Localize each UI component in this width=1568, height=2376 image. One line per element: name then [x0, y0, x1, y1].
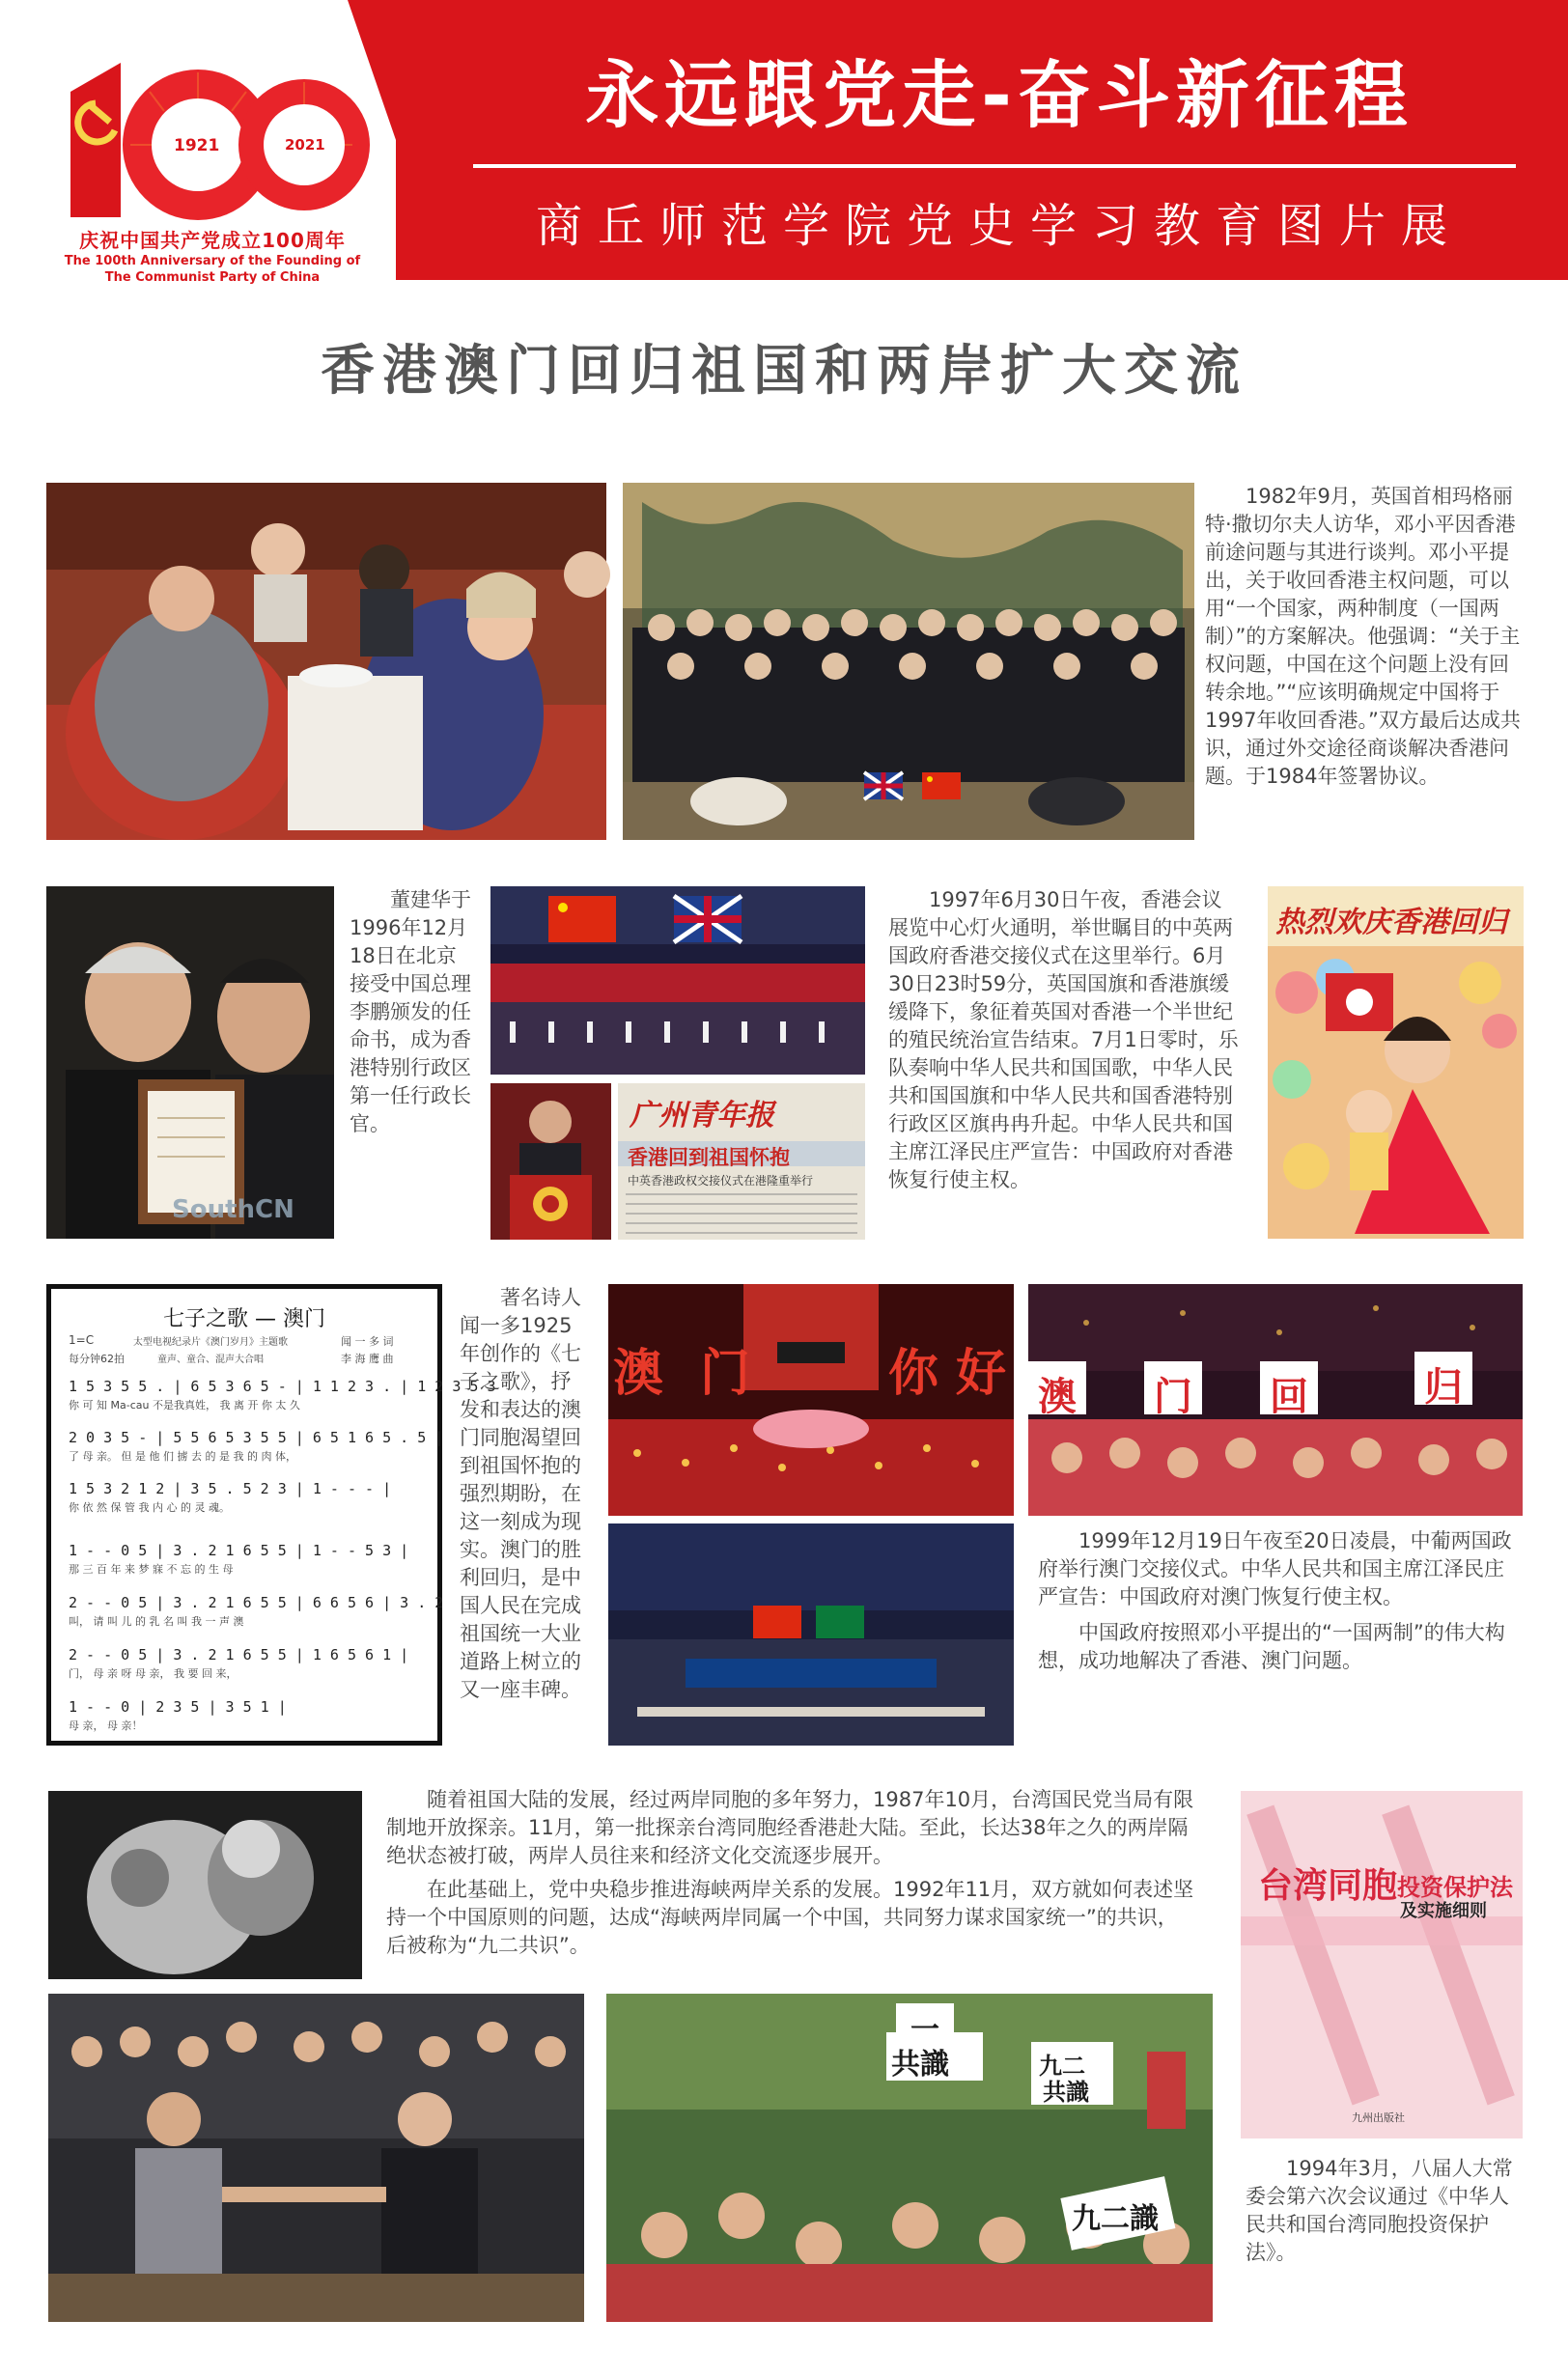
law-book-title: 台湾同胞: [1258, 1866, 1398, 1906]
caption-law-1994: [1246, 2155, 1526, 2267]
paragraph-macau-1: 1999年12月19日午夜至20日凌晨，中葡两国政府举行澳门交接仪式。中华人民共和国主席江泽民庄严宣告：中国政府对澳门恢复行使主权。: [1038, 1529, 1512, 1608]
photo-macau-stage-countdown: [608, 1284, 1014, 1516]
header-divider: [473, 164, 1516, 168]
photo-hk-handover-ceremony-hall: [490, 886, 865, 1075]
logo-english-line-2: The Communist Party of China: [104, 270, 321, 285]
newspaper-headline: 香港回到祖国怀抱: [628, 1146, 790, 1169]
text-hk-handover: [888, 886, 1241, 1194]
lyric-row-2: 了 母 亲。 但 是 他 们 掳 去 的 是 我 的 肉 体，: [69, 1450, 296, 1463]
rally-banner-4: 共識: [1043, 2079, 1089, 2106]
macau-crowd-sign-3: 回: [1270, 1375, 1308, 1419]
sheet-music-singer: 童声、童合、混声大合唱: [157, 1355, 264, 1365]
music-row-1: 1 5 3 5 5 . | 6 5 3 6 5 - | 1 1 2 3 . | 1 2 3 5 3: [69, 1378, 496, 1395]
sheet-music-author: 闻 一 多 词: [341, 1335, 394, 1348]
centenary-logo: [53, 53, 372, 285]
lyric-row-7: 母 亲， 母 亲！: [69, 1719, 143, 1732]
photo-cross-strait-handshake: [48, 1994, 584, 2322]
sheet-music-seven-sons: [46, 1284, 496, 1746]
rally-banner-2: 共識: [891, 2048, 949, 2082]
lyric-row-4: 那 三 百 年 来 梦 寐 不 忘 的 生 母: [69, 1563, 234, 1576]
southcn-watermark: SouthCN: [172, 1195, 294, 1224]
paragraph-macau-2: 中国政府按照邓小平提出的“一国两制”的伟大构想，成功地解决了香港、澳门问题。: [1038, 1621, 1505, 1672]
exhibition-title: 永远跟党走-奋斗新征程: [585, 52, 1414, 138]
year-2021: 2021: [285, 136, 325, 154]
law-book-publisher: 九州出版社: [1352, 2111, 1405, 2124]
rally-banner-1: 一: [910, 2013, 939, 2047]
rally-banner-5: 九二識: [1072, 2202, 1159, 2236]
section-title: 香港澳门回归祖国和两岸扩大交流: [321, 340, 1247, 403]
macau-crowd-sign-2: 门: [1154, 1375, 1192, 1419]
newspaper-masthead: 广州青年报: [630, 1099, 774, 1132]
music-row-7: 1 - - 0 | 2 3 5 | 3 5 1 |: [69, 1698, 287, 1716]
text-cross-strait: [386, 1786, 1197, 1960]
music-row-6: 2 - - 0 5 | 3 . 2 1 6 5 5 | 1 6 5 6 1 |: [69, 1646, 409, 1663]
sheet-music-composer: 李 海 鹰 曲: [341, 1353, 394, 1365]
paragraph-taiwan-1: 随着祖国大陆的发展，经过两岸同胞的多年努力，1987年10月，台湾国民党当局有限制地开放探亲。11月，第一批探亲台湾同胞经香港赴大陆。至此，长达38年之久的两岸隔绝状态被打破，两岸人员往来和经济文化交流逐步展开。: [386, 1788, 1194, 1867]
text-macau-handover: [1038, 1527, 1521, 1675]
sheet-music-title: 七子之歌 — 澳门: [163, 1307, 325, 1331]
sheet-music-key: 1=C: [69, 1333, 95, 1347]
music-row-4: 1 - - 0 5 | 3 . 2 1 6 5 5 | 1 - - 5 3 |: [69, 1542, 409, 1559]
rally-banner-3: 九二: [1039, 2053, 1085, 2080]
macau-stage-char-4: 好: [956, 1345, 1007, 1403]
photo-taiwan-investment-law-book: [1241, 1791, 1523, 2138]
music-row-5: 2 - - 0 5 | 3 . 2 1 6 5 5 | 6 6 5 6 | 3 . 2: [69, 1594, 444, 1611]
photo-jiang-zemin-speech: [490, 1083, 611, 1240]
music-row-3: 1 5 3 2 1 2 | 3 5 . 5 2 3 | 1 - - - |: [69, 1480, 392, 1497]
lyric-row-1: 你 可 知 Ma-cau 不是我真姓， 我 离 开 你 太 久: [69, 1399, 300, 1412]
lyric-row-6: 门， 母 亲 呀 母 亲， 我 要 回 来，: [69, 1667, 238, 1680]
paragraph-handover: 1997年6月30日午夜，香港会议展览中心灯火通明，举世瞩目的中英两国政府香港交接仪式在这里举行。6月30日23时59分，英国国旗和香港旗缓缓降下，象征着英国对香港一个半世纪的殖民统治宣告结束。7月1日零时，乐队奏响中华人民共和国国歌，中华人民共和国国旗和中华人民共和国香港特别行政区区旗冉冉升起。中华人民共和国主席江泽民庄严宣告：中国政府对香港恢复行使主权。: [888, 888, 1239, 1191]
photo-guangzhou-youth-newspaper: [618, 1083, 865, 1240]
photo-macau-crowd-celebration: [1028, 1284, 1523, 1516]
paragraph-poet: 著名诗人闻一多1925年创作的《七子之歌》，抒发和表达的澳门同胞渴望回到祖国怀抱的强烈期盼，在这一刻成为现实。澳门的胜利回归，是中国人民在完成祖国统一大业道路上树立的又一座丰碑。: [460, 1286, 581, 1701]
text-1982-negotiation: [1205, 483, 1524, 791]
law-book-subtitle: 及实施细则: [1400, 1901, 1487, 1921]
photo-hk-return-poster: [1268, 886, 1524, 1239]
photo-1992-consensus-rally: [606, 1994, 1213, 2322]
photo-1984-signing-ceremony: [623, 483, 1194, 840]
text-dong-appointment: [350, 886, 473, 1138]
exhibition-subtitle: 商丘师范学院党史学习教育图片展: [535, 199, 1463, 253]
lyric-row-3: 你 依 然 保 管 我 内 心 的 灵 魂。: [69, 1501, 230, 1514]
photo-cross-strait-reunion-hug: [48, 1791, 362, 1979]
sheet-music-tempo: 每分钟62拍: [69, 1353, 125, 1365]
macau-stage-char-1: 澳: [613, 1345, 664, 1403]
macau-crowd-sign-4: 归: [1424, 1365, 1463, 1410]
year-1921: 1921: [174, 136, 220, 155]
photo-deng-thatcher-meeting: [46, 483, 606, 840]
paragraph-law-caption: 1994年3月，八届人大常委会第六次会议通过《中华人民共和国台湾同胞投资保护法》。: [1246, 2157, 1513, 2264]
macau-crowd-sign-1: 澳: [1038, 1375, 1077, 1419]
newspaper-subheadline: 中英香港政权交接仪式在港隆重举行: [628, 1174, 814, 1188]
macau-stage-char-3: 你: [888, 1345, 939, 1403]
photo-dong-jianhua-appointment: [46, 886, 334, 1239]
music-row-2: 2 0 3 5 - | 5 5 6 5 3 5 5 | 6 5 1 6 5 . 5 |: [69, 1429, 444, 1446]
macau-stage-char-2: 门: [700, 1345, 751, 1403]
logo-english-line-1: The 100th Anniversary of the Founding of: [64, 254, 361, 268]
paragraph-hk-1982: 1982年9月，英国首相玛格丽特·撒切尔夫人访华，邓小平因香港前途问题与其进行谈判。邓小平提出，关于收回香港主权问题，可以用“一个国家，两种制度（一国两制）”的方案解决。他强调：“关于主权问题，中国在这个问题上没有回转余地。”“应该明确规定中国将于1997年收回香港。”双方最后达成共识，通过外交途径商谈解决香港问题。于1984年签署协议。: [1205, 485, 1521, 788]
text-seven-sons-poem: [460, 1284, 591, 1704]
photo-macau-handover-hall: [608, 1523, 1014, 1746]
poster-title: 热烈欢庆香港回归: [1275, 906, 1507, 939]
lyric-row-5: 叫， 请 叫 儿 的 乳 名 叫 我 一 声 澳: [69, 1615, 244, 1628]
logo-chinese-text: 庆祝中国共产党成立100周年: [79, 229, 346, 252]
law-book-title-2: 投资保护法: [1397, 1874, 1513, 1901]
paragraph-taiwan-2: 在此基础上，党中央稳步推进海峡两岸关系的发展。1992年11月，双方就如何表述坚持一个中国原则的问题，达成“海峡两岸同属一个中国，共同努力谋求国家统一”的共识，后被称为“九二共识”。: [386, 1878, 1194, 1957]
paragraph-dong: 董建华于1996年12月18日在北京接受中国总理李鹏颁发的任命书，成为香港特别行政区第一任行政长官。: [350, 888, 471, 1135]
sheet-music-note: 太型电视纪录片《澳门岁月》主题歌: [133, 1337, 288, 1348]
